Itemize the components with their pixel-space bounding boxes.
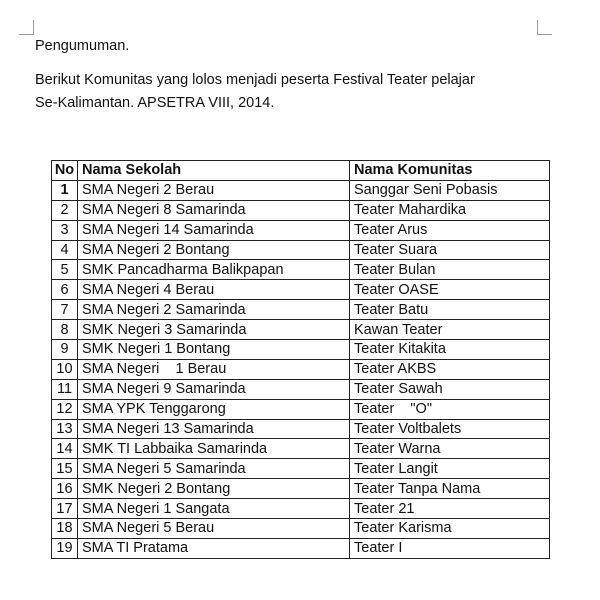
school-name-cell: SMA YPK Tenggarong (78, 399, 350, 419)
table-row (52, 300, 550, 320)
row-number: 1 (52, 180, 78, 200)
school-name-cell: SMA Negeri 2 Berau (78, 180, 350, 200)
table-row (52, 479, 550, 499)
document-heading: Pengumuman. (35, 38, 130, 54)
row-number: 12 (52, 399, 78, 419)
table-row (52, 439, 550, 459)
community-name-cell: Teater Tanpa Nama (350, 479, 550, 499)
row-number: 19 (52, 538, 78, 558)
table-row (52, 459, 550, 479)
row-number: 15 (52, 459, 78, 479)
community-name-cell: Teater Arus (350, 220, 550, 240)
row-number: 8 (52, 320, 78, 340)
table-header-row (52, 161, 550, 181)
row-number: 18 (52, 519, 78, 539)
school-name-cell: SMK Negeri 2 Bontang (78, 479, 350, 499)
table-row (52, 260, 550, 280)
table-row (52, 200, 550, 220)
column-header-no: No (52, 161, 78, 181)
school-name-cell: SMA Negeri 2 Bontang (78, 240, 350, 260)
row-number: 14 (52, 439, 78, 459)
intro-line-1: Berikut Komunitas yang lolos menjadi peserta Festival Teater pelajar (35, 72, 475, 88)
school-name-cell: SMA Negeri 5 Berau (78, 519, 350, 539)
community-name-cell: Teater Sawah (350, 379, 550, 399)
community-name-cell: Teater AKBS (350, 359, 550, 379)
school-name-cell: SMA Negeri 13 Samarinda (78, 419, 350, 439)
community-name-cell: Teater Kitakita (350, 340, 550, 360)
table-row (52, 379, 550, 399)
table-row (52, 399, 550, 419)
page-margin-corner-top-right (537, 20, 552, 35)
table-row (52, 538, 550, 558)
participants-table (51, 160, 550, 559)
row-number: 16 (52, 479, 78, 499)
school-name-cell: SMA Negeri 9 Samarinda (78, 379, 350, 399)
school-name-cell: SMK Negeri 1 Bontang (78, 340, 350, 360)
community-name-cell: Kawan Teater (350, 320, 550, 340)
row-number: 13 (52, 419, 78, 439)
column-header-community: Nama Komunitas (350, 161, 550, 181)
table-row (52, 280, 550, 300)
row-number: 3 (52, 220, 78, 240)
community-name-cell: Teater Suara (350, 240, 550, 260)
school-name-cell: SMA Negeri 8 Samarinda (78, 200, 350, 220)
row-number: 17 (52, 499, 78, 519)
table-row (52, 519, 550, 539)
community-name-cell: Teater Karisma (350, 519, 550, 539)
row-number: 11 (52, 379, 78, 399)
school-name-cell: SMA Negeri 14 Samarinda (78, 220, 350, 240)
school-name-cell: SMA TI Pratama (78, 538, 350, 558)
page-margin-corner-top-left (19, 20, 34, 35)
table-row (52, 419, 550, 439)
table-row (52, 220, 550, 240)
row-number: 7 (52, 300, 78, 320)
row-number: 4 (52, 240, 78, 260)
community-name-cell: Teater Bulan (350, 260, 550, 280)
community-name-cell: Teater I (350, 538, 550, 558)
document-intro (35, 69, 555, 115)
table-row (52, 499, 550, 519)
table-row (52, 240, 550, 260)
row-number: 6 (52, 280, 78, 300)
community-name-cell: Teater Warna (350, 439, 550, 459)
community-name-cell: Teater Langit (350, 459, 550, 479)
community-name-cell: Teater Mahardika (350, 200, 550, 220)
school-name-cell: SMA Negeri 1 Berau (78, 359, 350, 379)
school-name-cell: SMK TI Labbaika Samarinda (78, 439, 350, 459)
community-name-cell: Teater OASE (350, 280, 550, 300)
community-name-cell: Teater 21 (350, 499, 550, 519)
school-name-cell: SMK Negeri 3 Samarinda (78, 320, 350, 340)
row-number: 2 (52, 200, 78, 220)
school-name-cell: SMA Negeri 2 Samarinda (78, 300, 350, 320)
row-number: 9 (52, 340, 78, 360)
school-name-cell: SMA Negeri 5 Samarinda (78, 459, 350, 479)
community-name-cell: Teater "O" (350, 399, 550, 419)
table-row (52, 180, 550, 200)
column-header-school: Nama Sekolah (78, 161, 350, 181)
community-name-cell: Teater Voltbalets (350, 419, 550, 439)
table-row (52, 340, 550, 360)
school-name-cell: SMK Pancadharma Balikpapan (78, 260, 350, 280)
table-row (52, 320, 550, 340)
community-name-cell: Sanggar Seni Pobasis (350, 180, 550, 200)
intro-line-2: Se-Kalimantan. APSETRA VIII, 2014. (35, 95, 275, 111)
community-name-cell: Teater Batu (350, 300, 550, 320)
school-name-cell: SMA Negeri 4 Berau (78, 280, 350, 300)
row-number: 10 (52, 359, 78, 379)
table-row (52, 359, 550, 379)
row-number: 5 (52, 260, 78, 280)
school-name-cell: SMA Negeri 1 Sangata (78, 499, 350, 519)
